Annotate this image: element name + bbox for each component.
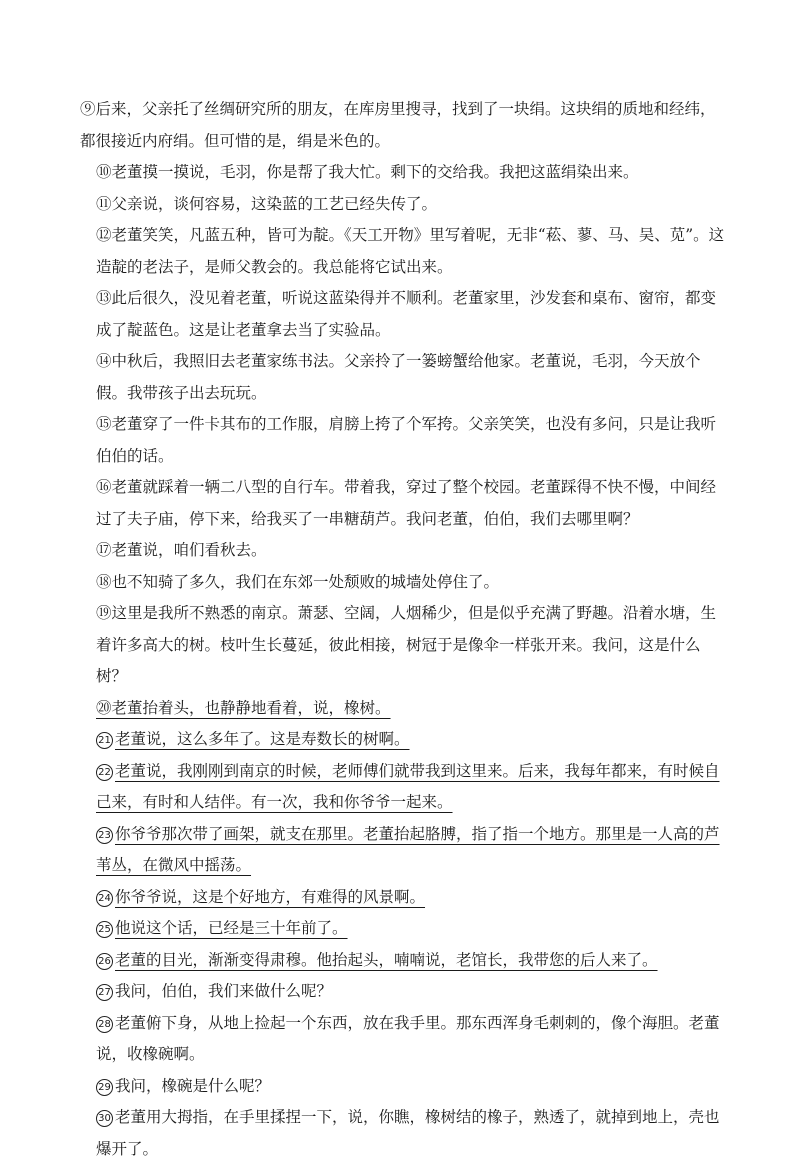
- paragraph-text: 老董说，我刚刚到南京的时候，老师傅们就带我到这里来。后来，我每年都来，有时候自己来，有时和人结伴。有一次，我和你爷爷一起来。: [96, 761, 720, 811]
- paragraph-text: 我问，伯伯，我们来做什么呢？: [115, 982, 333, 1000]
- paragraph-29: [80, 1071, 728, 1103]
- paragraph-number: ⑪: [96, 194, 112, 213]
- paragraph-number: 26: [96, 953, 113, 970]
- paragraph-number: ⑩: [96, 163, 112, 181]
- paragraph-22: [80, 756, 728, 819]
- paragraph-number: ⑱: [96, 572, 112, 591]
- paragraph-text: 中秋后，我照旧去老董家练书法。父亲拎了一篓螃蟹给他家。老董说，毛羽，今天放个假。我带孩子出去玩玩。: [96, 352, 701, 402]
- paragraph-text: 你爷爷说，这是个好地方，有难得的风景啊。: [115, 887, 426, 906]
- paragraph-21: [80, 724, 728, 756]
- paragraph-28: [80, 1008, 728, 1071]
- paragraph-number: 28: [96, 1016, 113, 1033]
- paragraph-number: 30: [96, 1110, 113, 1127]
- paragraph-number: 21: [96, 732, 113, 749]
- paragraph-number: ⑨: [80, 100, 96, 118]
- paragraph-text: 我问，橡碗是什么呢？: [115, 1076, 271, 1095]
- paragraph-14: [80, 346, 728, 409]
- paragraph-text: 老董用大拇指，在手里揉捏一下，说，你瞧，橡树结的橡子，熟透了，就掉到地上，壳也爆开了。: [96, 1108, 720, 1158]
- paragraph-text: 老董就踩着一辆二八型的自行车。带着我，穿过了整个校园。老董踩得不快不慢，中间经过了夫子庙，停下来，给我买了一串糖葫芦。我问老董，伯伯，我们去哪里啊？: [96, 478, 717, 528]
- paragraph-19: [80, 598, 728, 693]
- paragraph-number: ⑮: [96, 415, 112, 433]
- paragraph-number: ⑰: [96, 541, 112, 559]
- paragraph-number: 22: [96, 764, 113, 781]
- paragraph-27: [80, 976, 728, 1008]
- paragraph-18: [80, 567, 728, 599]
- paragraph-text: 老董俯下身，从地上捡起一个东西，放在我手里。那东西浑身毛刺刺的，像个海胆。老董说，收橡碗啊。: [96, 1013, 720, 1063]
- paragraph-number: ⑯: [96, 478, 112, 496]
- paragraph-text: 你爷爷那次带了画架，就支在那里。老董抬起胳膊，指了指一个地方。那里是一人高的芦苇丛，在微风中摇荡。: [96, 824, 720, 874]
- paragraph-text: 也不知骑了多久，我们在东郊一处颓败的城墙处停住了。: [111, 572, 500, 591]
- paragraph-13: [80, 283, 728, 346]
- paragraph-26: [80, 945, 728, 977]
- document-page: [80, 94, 728, 1165]
- paragraph-15: [80, 409, 728, 472]
- paragraph-text: 老董说，咱们看秋去。: [111, 541, 267, 559]
- paragraph-text: 后来，父亲托了丝绸研究所的朋友，在库房里搜寻，找到了一块绢。这块绢的质地和经纬，都很接近内府绢。但可惜的是，绢是米色的。: [80, 100, 716, 150]
- paragraph-number: ⑫: [96, 226, 112, 244]
- paragraph-11: [80, 189, 728, 221]
- paragraph-10: [80, 157, 728, 189]
- paragraph-text: 老董的目光，渐渐变得肃穆。他抬起头，喃喃说，老馆长，我带您的后人来了。: [115, 950, 658, 969]
- paragraph-number: 25: [96, 921, 113, 938]
- paragraph-text: 此后很久，没见着老董，听说这蓝染得并不顺利。老董家里，沙发套和桌布、窗帘，都变成了靛蓝色。这是让老董拿去当了实验品。: [96, 289, 717, 339]
- paragraph-text: 老董抬着头，也静静地看着，说，橡树。: [111, 698, 391, 717]
- paragraph-number: 23: [96, 827, 113, 844]
- paragraph-30: [80, 1102, 728, 1165]
- paragraph-20: [80, 693, 728, 725]
- paragraph-text: 老董穿了一件卡其布的工作服，肩膀上挎了个军挎。父亲笑笑，也没有多问，只是让我听伯伯的话。: [96, 415, 717, 465]
- paragraph-number: ⑳: [96, 698, 112, 717]
- paragraph-text: 这里是我所不熟悉的南京。萧瑟、空阔，人烟稀少，但是似乎充满了野趣。沿着水塘，生着许多高大的树。枝叶生长蔓延，彼此相接，树冠于是像伞一样张开来。我问，这是什么树？: [96, 604, 717, 685]
- paragraph-25: [80, 913, 728, 945]
- paragraph-number: ⑭: [96, 352, 112, 370]
- paragraph-23: [80, 819, 728, 882]
- paragraph-number: ⑬: [96, 289, 112, 307]
- paragraph-17: [80, 535, 728, 567]
- paragraph-12: [80, 220, 728, 283]
- paragraph-number: 29: [96, 1079, 113, 1096]
- paragraph-number: ⑲: [96, 604, 112, 622]
- paragraph-text: 老董笑笑，凡蓝五种，皆可为靛。《天工开物》里写着呢，无非“菘、蓼、马、吴、苋”。这造靛的老法子，是师父教会的。我总能将它试出来。: [96, 226, 725, 276]
- paragraph-number: 27: [96, 984, 113, 1001]
- paragraph-text: 老董摸一摸说，毛羽，你是帮了我大忙。剩下的交给我。我把这蓝绢染出来。: [111, 163, 639, 181]
- paragraph-text: 老董说，这么多年了。这是寿数长的树啊。: [115, 730, 410, 748]
- paragraph-text: 父亲说，谈何容易，这染蓝的工艺已经失传了。: [111, 194, 438, 213]
- paragraph-9: [80, 94, 728, 157]
- paragraph-16: [80, 472, 728, 535]
- paragraph-number: 24: [96, 890, 113, 907]
- paragraph-text: 他说这个话，已经是三十年前了。: [115, 919, 348, 937]
- paragraph-24: [80, 882, 728, 914]
